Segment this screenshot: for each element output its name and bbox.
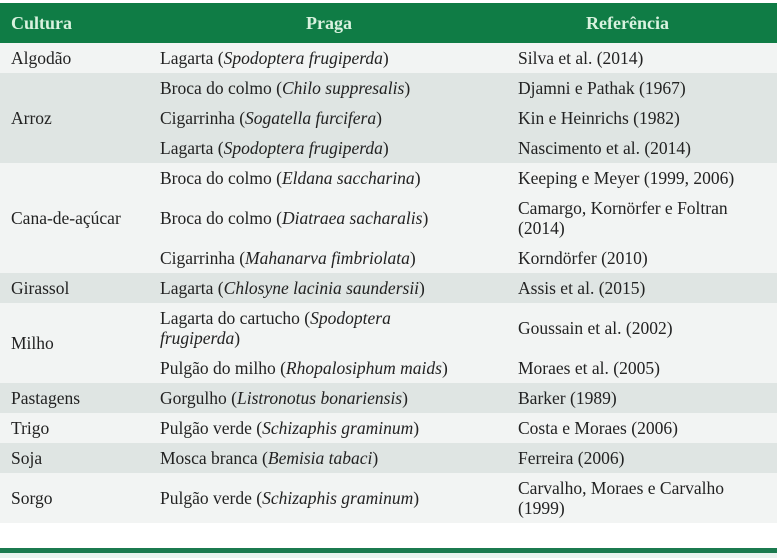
table-body <box>0 43 777 523</box>
referencia-cell: Barker (1989) <box>508 383 777 413</box>
cultura-cell: Cana-de-açúcar <box>0 163 150 273</box>
table-row <box>0 473 777 523</box>
table-row <box>0 383 777 413</box>
praga-close: ) <box>413 418 420 438</box>
pest-table-container <box>0 3 777 523</box>
referencia-cell: Djamni e Pathak (1967) <box>508 73 777 103</box>
praga-species: Rhopalosiphum maids <box>285 358 442 378</box>
praga-cell <box>150 383 508 413</box>
praga-cell <box>150 273 508 303</box>
praga-common-name: Lagarta ( <box>160 278 224 298</box>
referencia-cell: Costa e Moraes (2006) <box>508 413 777 443</box>
praga-cell <box>150 73 508 103</box>
praga-common-name: Pulgão verde ( <box>160 418 263 438</box>
praga-common-name: Cigarrinha ( <box>160 108 246 128</box>
praga-cell <box>150 303 508 353</box>
referencia-cell: Nascimento et al. (2014) <box>508 133 777 163</box>
referencia-cell: Silva et al. (2014) <box>508 43 777 73</box>
table-row <box>0 273 777 303</box>
praga-common-name: Lagarta ( <box>160 138 224 158</box>
praga-common-name: Gorgulho ( <box>160 388 237 408</box>
praga-close: ) <box>382 48 389 68</box>
cultura-cell: Sorgo <box>0 473 150 523</box>
header-referencia: Referência <box>508 3 777 43</box>
cultura-cell: Trigo <box>0 413 150 443</box>
praga-common-name: Broca do colmo ( <box>160 78 282 98</box>
praga-cell <box>150 353 508 383</box>
praga-close: ) <box>376 108 382 128</box>
praga-species: Chilo suppresalis <box>281 78 405 98</box>
referencia-cell: Korndörfer (2010) <box>508 243 777 273</box>
cultura-cell: Soja <box>0 443 150 473</box>
referencia-cell: Goussain et al. (2002) <box>508 303 777 353</box>
praga-close: ) <box>402 388 408 408</box>
referencia-cell: Carvalho, Moraes e Carvalho (1999) <box>508 473 777 523</box>
referencia-cell: Camargo, Kornörfer e Foltran (2014) <box>508 193 777 243</box>
cultura-cell: Pastagens <box>0 383 150 413</box>
praga-cell <box>150 133 508 163</box>
praga-close: ) <box>441 358 448 378</box>
bottom-margin <box>0 553 777 558</box>
praga-species: Mahanarva fimbriolata <box>245 248 410 268</box>
praga-cell <box>150 243 508 273</box>
praga-cell <box>150 473 508 523</box>
table-row <box>0 413 777 443</box>
praga-common-name: Pulgão do milho ( <box>160 358 286 378</box>
praga-species: Listronotus bonariensis <box>236 388 403 408</box>
pest-table <box>0 3 777 523</box>
praga-common-name: Lagarta ( <box>160 48 224 68</box>
referencia-cell: Kin e Heinrichs (1982) <box>508 103 777 133</box>
praga-species: Eldana saccharina <box>281 168 415 188</box>
praga-close: ) <box>409 248 416 268</box>
table-row <box>0 43 777 73</box>
table-row <box>0 443 777 473</box>
cultura-cell: Arroz <box>0 73 150 163</box>
praga-cell <box>150 413 508 443</box>
praga-close: ) <box>382 138 389 158</box>
praga-species: Schizaphis graminum <box>262 418 414 438</box>
praga-close: ) <box>419 278 425 298</box>
praga-common-name: Broca do colmo ( <box>160 168 282 188</box>
praga-species: Spodoptera frugiperda <box>160 308 391 348</box>
cultura-cell: Milho <box>0 303 150 383</box>
praga-common-name: Cigarrinha ( <box>160 248 246 268</box>
praga-close: ) <box>404 78 411 98</box>
table-row <box>0 163 777 193</box>
praga-cell <box>150 43 508 73</box>
praga-species: Spodoptera frugiperda <box>223 48 383 68</box>
referencia-cell: Keeping e Meyer (1999, 2006) <box>508 163 777 193</box>
praga-cell <box>150 163 508 193</box>
praga-common-name: Mosca branca ( <box>160 448 268 468</box>
praga-close: ) <box>422 208 429 228</box>
referencia-cell: Ferreira (2006) <box>508 443 777 473</box>
praga-common-name: Pulgão verde ( <box>160 488 263 508</box>
cultura-cell: Girassol <box>0 273 150 303</box>
table-row <box>0 73 777 103</box>
praga-close: ) <box>414 168 421 188</box>
header-praga: Praga <box>150 3 508 43</box>
praga-species: Diatraea sacharalis <box>281 208 423 228</box>
praga-cell <box>150 193 508 243</box>
praga-common-name: Lagarta do cartucho ( <box>160 308 311 328</box>
cultura-cell: Algodão <box>0 43 150 73</box>
praga-species: Bemisia tabaci <box>267 448 373 468</box>
praga-species: Spodoptera frugiperda <box>223 138 383 158</box>
praga-close: ) <box>234 328 241 348</box>
praga-close: ) <box>413 488 420 508</box>
praga-close: ) <box>372 448 379 468</box>
header-cultura: Cultura <box>0 3 150 43</box>
referencia-cell: Moraes et al. (2005) <box>508 353 777 383</box>
praga-cell <box>150 443 508 473</box>
header-row <box>0 3 777 43</box>
praga-species: Schizaphis graminum <box>262 488 414 508</box>
table-header <box>0 3 777 43</box>
referencia-cell: Assis et al. (2015) <box>508 273 777 303</box>
praga-common-name: Broca do colmo ( <box>160 208 282 228</box>
praga-species: Chlosyne lacinia saundersii <box>223 278 420 298</box>
praga-species: Sogatella furcifera <box>245 108 377 128</box>
praga-cell <box>150 103 508 133</box>
table-row <box>0 303 777 353</box>
